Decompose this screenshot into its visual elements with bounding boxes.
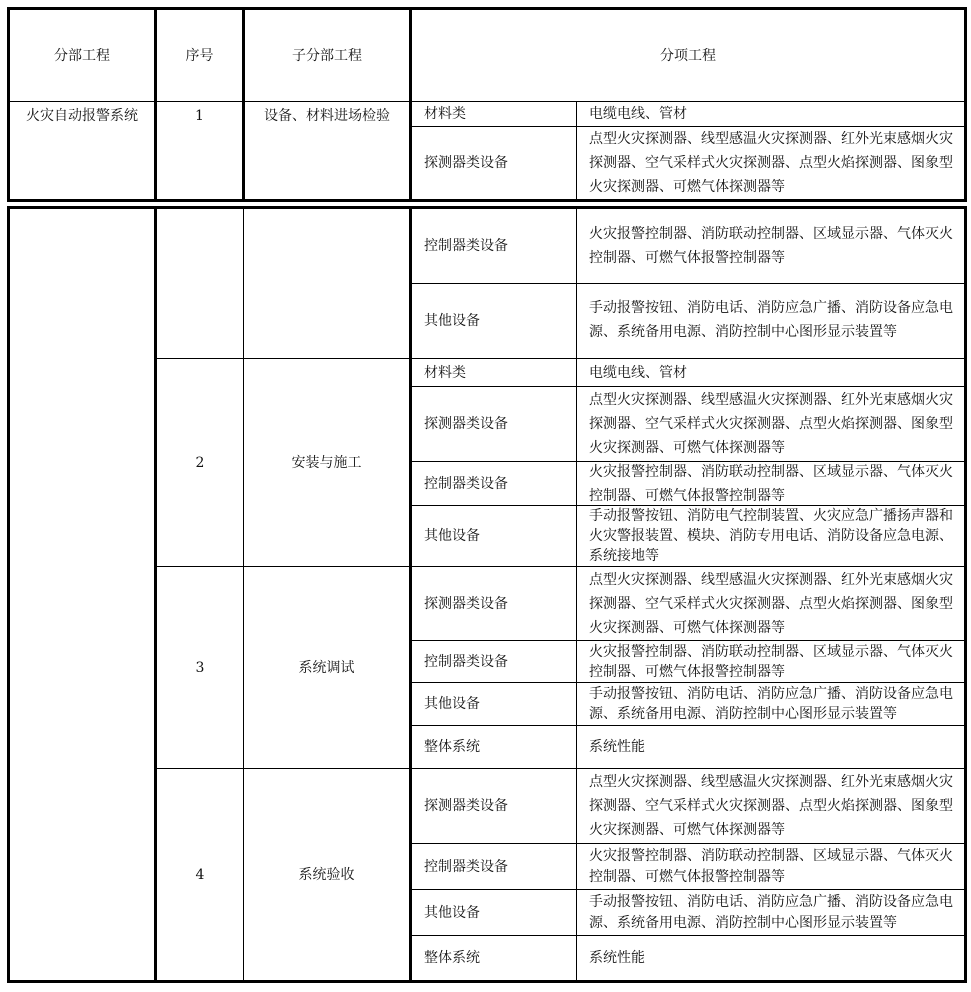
group-seq-1: 1 — [195, 108, 204, 124]
item-category: 其他设备 — [424, 904, 480, 921]
group-name-4: 系统验收 — [298, 866, 355, 883]
item-category: 材料类 — [424, 106, 466, 122]
item-content: 火灾报警控制器、消防联动控制器、区域显示器、气体灭火控制器、可燃气体报警控制器等 — [589, 226, 953, 266]
right-border — [964, 206, 967, 983]
item-category: 控制器类设备 — [424, 475, 508, 492]
left-border — [7, 206, 10, 983]
group-name-2: 安装与施工 — [291, 454, 362, 471]
item-content: 系统性能 — [589, 739, 645, 755]
item-category: 其他设备 — [424, 313, 480, 329]
item-category: 其他设备 — [424, 528, 480, 544]
item-category: 探测器类设备 — [424, 155, 508, 171]
item-content: 点型火灾探测器、线型感温火灾探测器、红外光束感烟火灾探测器、空气采样式火灾探测器、点型火焰探测器、图象型火灾探测器、可燃气体探测器等 — [589, 131, 953, 195]
item-category: 材料类 — [424, 364, 466, 381]
right-border — [964, 7, 967, 202]
group-seq-4: 4 — [195, 866, 205, 883]
item-category: 控制器类设备 — [424, 238, 508, 254]
item-content: 电缆电线、管材 — [589, 106, 687, 122]
item-content: 火灾报警控制器、消防联动控制器、区域显示器、气体灭火控制器、可燃气体报警控制器等 — [589, 643, 953, 680]
item-content: 火灾报警控制器、消防联动控制器、区域显示器、气体灭火控制器、可燃气体报警控制器等 — [589, 463, 953, 504]
item-content: 手动报警按钮、消防电话、消防应急广播、消防设备应急电源、系统备用电源、消防控制中心图形显示装置等 — [589, 300, 953, 340]
division-name: 火灾自动报警系统 — [26, 108, 138, 124]
item-category: 探测器类设备 — [424, 595, 508, 612]
group-seq-3: 3 — [195, 659, 205, 676]
item-category: 探测器类设备 — [424, 798, 508, 814]
group-name-1: 设备、材料进场检验 — [264, 108, 390, 124]
header-item: 分项工程 — [660, 47, 716, 64]
item-content: 点型火灾探测器、线型感温火灾探测器、红外光束感烟火灾探测器、空气采样式火灾探测器、点型火焰探测器、图象型火灾探测器、可燃气体探测器等 — [589, 774, 953, 838]
item-content: 系统性能 — [589, 950, 645, 966]
header-subdivision: 子分部工程 — [292, 47, 362, 64]
item-content: 手动报警按钮、消防电气控制装置、火灾应急广播扬声器和火灾警报装置、模块、消防专用电话、消防设备应急电源、系统接地等 — [589, 508, 953, 564]
item-category: 控制器类设备 — [424, 653, 508, 670]
item-category: 探测器类设备 — [424, 416, 508, 432]
item-content: 手动报警按钮、消防电话、消防应急广播、消防设备应急电源、系统备用电源、消防控制中心图形显示装置等 — [589, 893, 953, 931]
group-seq-2: 2 — [195, 454, 205, 471]
item-category: 其他设备 — [424, 696, 480, 712]
item-category: 控制器类设备 — [424, 858, 508, 875]
item-content: 点型火灾探测器、线型感温火灾探测器、红外光束感烟火灾探测器、空气采样式火灾探测器、点型火焰探测器、图象型火灾探测器、可燃气体探测器等 — [589, 571, 953, 636]
item-category: 整体系统 — [424, 950, 480, 966]
item-content: 火灾报警控制器、消防联动控制器、区域显示器、气体灭火控制器、可燃气体报警控制器等 — [589, 847, 953, 885]
table-bottom-border — [7, 980, 967, 983]
item-category: 整体系统 — [424, 739, 480, 755]
item-content: 手动报警按钮、消防电话、消防应急广播、消防设备应急电源、系统备用电源、消防控制中心图形显示装置等 — [589, 686, 953, 722]
item-content: 点型火灾探测器、线型感温火灾探测器、红外光束感烟火灾探测器、空气采样式火灾探测器、点型火焰探测器、图象型火灾探测器、可燃气体探测器等 — [589, 392, 953, 456]
header-seq: 序号 — [185, 47, 214, 64]
item-content: 电缆电线、管材 — [589, 364, 687, 381]
header-division: 分部工程 — [54, 47, 110, 64]
section-bottom-border — [7, 199, 967, 202]
group-name-3: 系统调试 — [298, 659, 355, 676]
